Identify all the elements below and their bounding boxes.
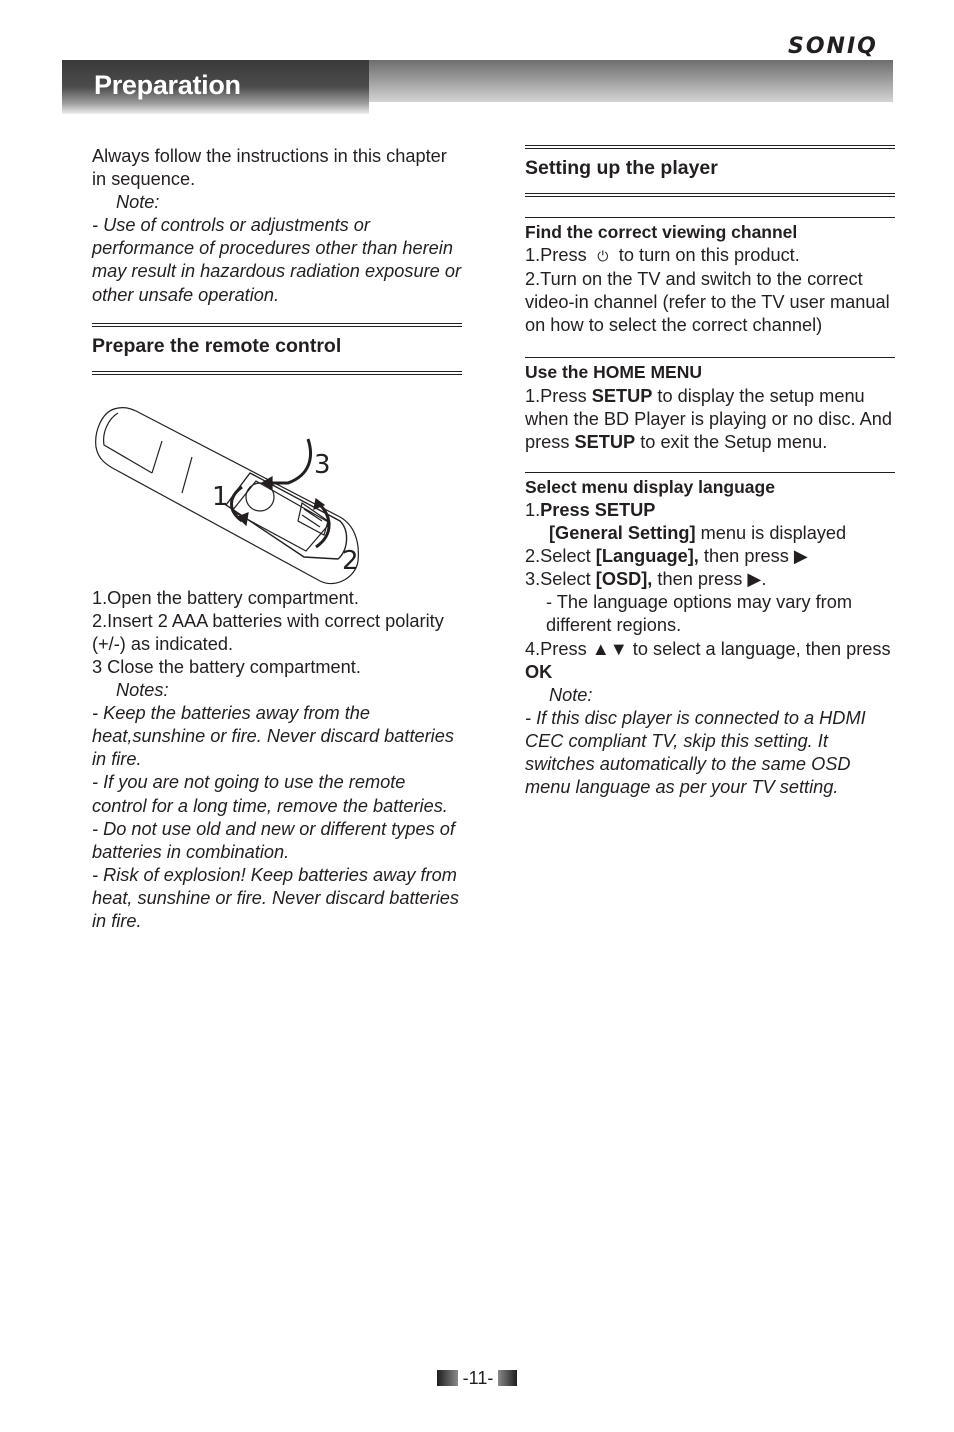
language-title: Select menu display language — [525, 472, 895, 499]
battery-step-1: 1.Open the battery compartment. — [92, 587, 359, 608]
find-step-1 — [525, 244, 895, 268]
home-text-1: 1.Press — [525, 385, 592, 406]
find-step-1-post: to turn on this product. — [618, 245, 800, 266]
find-step-2: 2.Turn on the TV and switch to the correct video-in channel (refer to the TV user manual on how to select the correct channel) — [525, 269, 890, 336]
lang-step-4 — [525, 638, 895, 684]
remote-battery-illustration — [92, 401, 360, 585]
notes-label: Notes: — [116, 680, 169, 701]
lang-step-3-note-text: - The language options may vary from different regions. — [546, 592, 852, 636]
note-item: - Keep the batteries away from the heat,sunshine or fire. Never discard batteries in fire. — [92, 703, 454, 770]
lang-step-2-rest: then press ▶ — [698, 546, 808, 567]
lang-step-3-rest: then press ▶. — [652, 569, 767, 590]
lang-step-1 — [525, 499, 895, 522]
lang-step-1-bold: Press SETUP — [540, 499, 656, 520]
language-label: [Language], — [595, 546, 699, 567]
intro-note-label: Note: — [116, 192, 160, 213]
lang-step-1-pre: 1. — [525, 499, 541, 520]
section-header-remote — [92, 323, 462, 375]
left-column — [92, 145, 462, 933]
ok-key: OK — [525, 661, 553, 682]
lang-step-2 — [525, 545, 895, 568]
lang-step-3 — [525, 568, 895, 591]
figure-label-3: 3 — [314, 449, 331, 480]
language-block — [525, 472, 895, 799]
find-channel-title: Find the correct viewing channel — [525, 217, 895, 244]
note-item: - Do not use old and new or different types of batteries in combination. — [92, 818, 455, 862]
power-icon: ⏻ — [597, 248, 609, 265]
lang-step-3-note — [525, 591, 895, 637]
home-text-2: to display the setup menu when the BD Player is playing or no disc. And press — [525, 385, 892, 452]
setup-key-2: SETUP — [574, 431, 636, 452]
page-number-bar-right — [498, 1370, 517, 1386]
page-number-bar-left — [437, 1370, 458, 1386]
lang-note-label: Note: — [549, 684, 593, 705]
figure-label-1: 1 — [212, 481, 229, 512]
find-step-1-pre: 1.Press — [525, 245, 587, 266]
lang-step-1b — [525, 522, 895, 545]
page-number: -11- — [462, 1368, 494, 1388]
section-header-setup — [525, 145, 895, 197]
home-menu-text — [525, 385, 895, 454]
home-text-3: to exit the Setup menu. — [635, 431, 828, 452]
figure-label-2: 2 — [342, 545, 359, 576]
lang-step-4-pre: 4.Press ▲▼ to select a language, then press — [525, 638, 891, 659]
note-item: - If you are not going to use the remote control for a long time, remove the batteries. — [92, 772, 448, 816]
home-menu-title: Use the HOME MENU — [525, 357, 895, 384]
section-title-remote: Prepare the remote control — [92, 334, 342, 357]
page-title: Preparation — [94, 70, 241, 100]
setup-key-1: SETUP — [591, 385, 653, 406]
brand-logo: SONIQ — [788, 34, 878, 59]
battery-step-2: 2.Insert 2 AAA batteries with correct polarity (+/-) as indicated. — [92, 610, 444, 654]
intro-text: Always follow the instructions in this chapter in sequence. — [92, 146, 447, 190]
section-title-setup: Setting up the player — [525, 157, 718, 179]
general-setting-label: [General Setting] — [549, 523, 696, 544]
lang-step-1b-rest: menu is displayed — [695, 523, 847, 544]
home-menu-block — [525, 357, 895, 453]
lang-step-2-pre: 2.Select — [525, 546, 596, 567]
note-item: - Risk of explosion! Keep batteries away from heat, sunshine or fire. Never discard batteries in fire. — [92, 864, 459, 931]
osd-label: [OSD], — [595, 569, 653, 590]
battery-step-3: 3 Close the battery compartment. — [92, 656, 361, 677]
lang-step-3-pre: 3.Select — [525, 569, 596, 590]
right-column — [525, 145, 895, 799]
find-channel-block — [525, 217, 895, 337]
lang-note: - If this disc player is connected to a HDMI CEC compliant TV, skip this setting. It switches automatically to the same OSD menu language as per your TV setting. — [525, 707, 866, 798]
intro-note: - Use of controls or adjustments or performance of procedures other than herein may result in hazardous radiation exposure or other unsafe operation. — [92, 215, 461, 305]
